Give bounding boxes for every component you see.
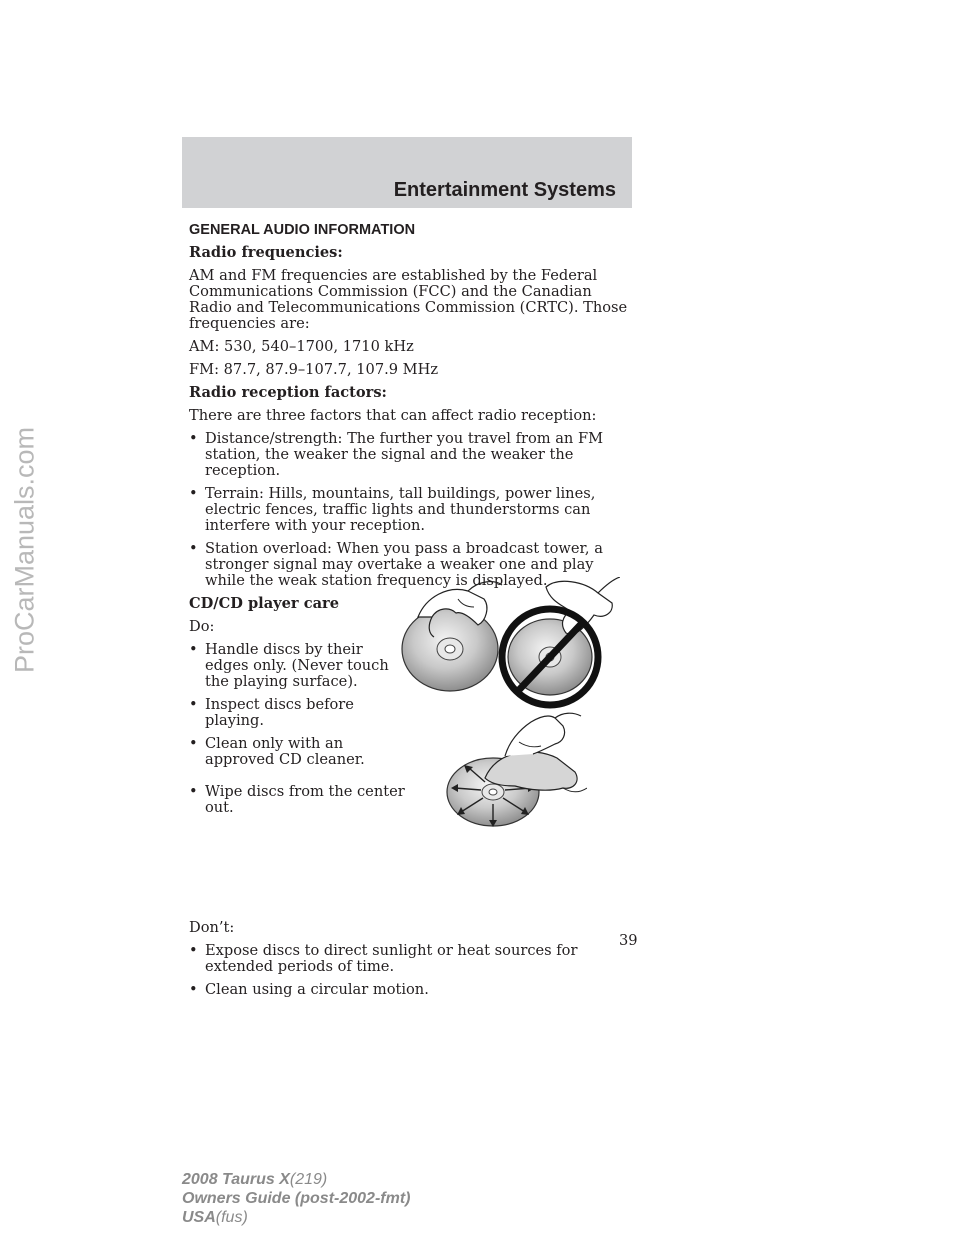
bullet-marker: •	[189, 783, 198, 800]
watermark-text: ProCarManuals.com	[9, 426, 40, 674]
wipe-disc-illustration	[445, 712, 587, 830]
list-item-text: Inspect discs before playing.	[205, 696, 354, 729]
bullet-marker: •	[189, 641, 198, 658]
bullet-marker: •	[189, 981, 198, 998]
bullet-marker: •	[189, 430, 198, 447]
list-item	[189, 642, 405, 690]
bullet-marker: •	[189, 696, 198, 713]
footer-guide: Owners Guide (post-2002-fmt)	[182, 1190, 411, 1207]
section-title: Entertainment Systems	[393, 179, 616, 201]
footer-line	[182, 1170, 410, 1189]
list-item	[189, 784, 405, 816]
footer-model-code: (219)	[289, 1171, 328, 1188]
disc-handling-illustration	[398, 577, 620, 717]
radio-frequencies-heading: Radio frequencies:	[189, 244, 343, 261]
list-item	[189, 943, 634, 975]
bullet-marker: •	[189, 735, 198, 752]
bullet-marker: •	[189, 942, 198, 959]
radio-frequencies-text: AM and FM frequencies are established by the Federal Communications Commission (FCC) and the Canadian Radio and Telecommunications Commission (CRTC). Those frequencies are:	[189, 267, 628, 332]
footer-model: 2008 Taurus X	[182, 1171, 290, 1188]
list-item-text: Expose discs to direct sunlight or heat sources for extended periods of time.	[205, 942, 578, 975]
dont-label: Don’t:	[189, 919, 235, 936]
list-item-text: Clean using a circular motion.	[205, 981, 429, 998]
list-item	[189, 431, 634, 479]
page-number: 39	[619, 932, 638, 949]
list-item-text: Station overload: When you pass a broadcast tower, a stronger signal may overtake a weaker one and play while the weak station frequency is displayed.	[205, 540, 603, 589]
footer-line	[182, 1208, 410, 1227]
header-band	[182, 137, 632, 208]
do-label: Do:	[189, 618, 215, 635]
hand-with-cloth-icon	[485, 713, 587, 792]
reception-intro: There are three factors that can affect radio reception:	[189, 407, 597, 424]
list-item-text: Wipe discs from the center out.	[205, 783, 405, 816]
list-item-text: Terrain: Hills, mountains, tall buildings, power lines, electric fences, traffic lights and thunderstorms can interfere with your reception.	[205, 485, 596, 534]
footer-market: USA	[182, 1209, 216, 1226]
fm-frequencies: FM: 87.7, 87.9–107.7, 107.9 MHz	[189, 361, 439, 378]
footer	[182, 1170, 410, 1227]
list-item	[189, 697, 405, 729]
bullet-marker: •	[189, 485, 198, 502]
disc-held-by-edges-icon	[402, 582, 502, 691]
list-item-text: Clean only with an approved CD cleaner.	[205, 735, 365, 768]
list-item-text: Distance/strength: The further you travel from an FM station, the weaker the signal and the weaker the reception.	[205, 430, 604, 479]
list-item	[189, 486, 634, 534]
am-frequencies: AM: 530, 540–1700, 1710 kHz	[189, 338, 414, 355]
reception-heading: Radio reception factors:	[189, 384, 387, 401]
list-item	[189, 736, 405, 768]
section-heading: GENERAL AUDIO INFORMATION	[189, 222, 416, 238]
bullet-marker: •	[189, 540, 198, 557]
footer-market-code: (fus)	[215, 1209, 248, 1226]
list-item	[189, 982, 634, 998]
cd-care-heading: CD/CD player care	[189, 595, 340, 612]
prohibited-touch-icon	[502, 577, 620, 705]
list-item-text: Handle discs by their edges only. (Never touch the playing surface).	[205, 641, 389, 690]
watermark	[5, 360, 45, 740]
footer-line	[182, 1189, 410, 1208]
